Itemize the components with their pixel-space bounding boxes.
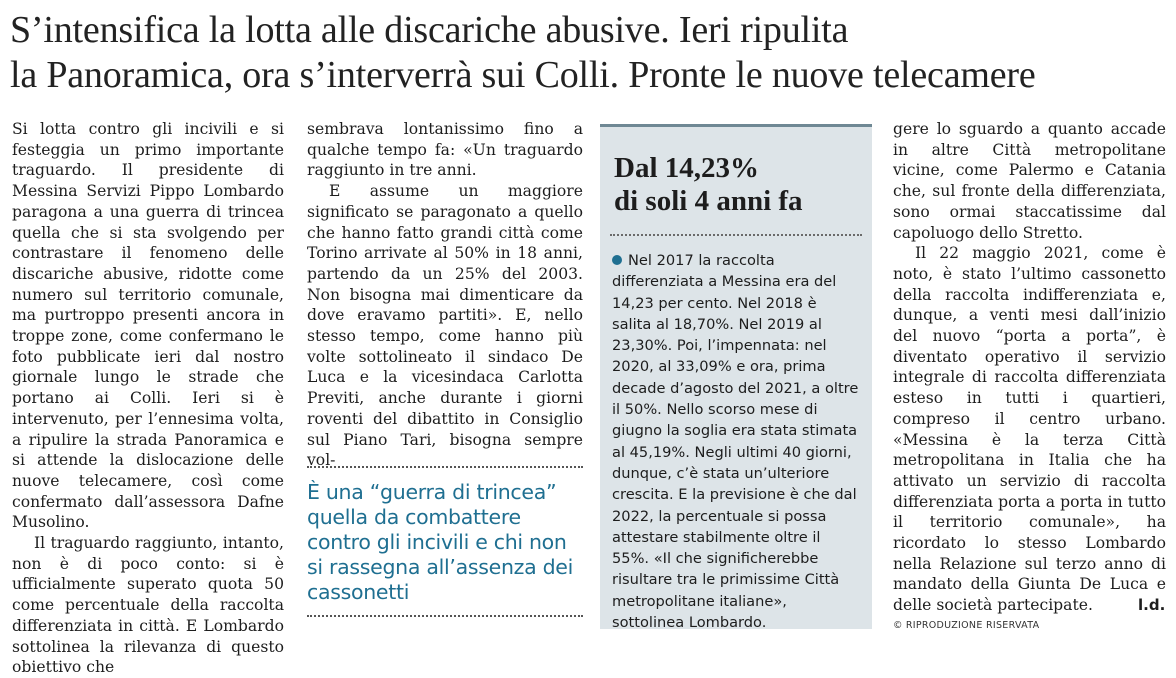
pullquote-top-rule — [307, 466, 583, 468]
sidebar-title-line-1: Dal 14,23% — [614, 152, 759, 184]
col2-paragraph-1: sembrava lontanissimo fino a qualche tempo fa: «Un traguardo raggiunto in tre anni. — [307, 120, 583, 180]
headline — [10, 8, 1170, 98]
author-signature: l.d. — [1138, 596, 1166, 614]
pullquote-bottom-rule — [307, 615, 583, 617]
copyright-icon: © — [893, 620, 903, 631]
sidebar-title-line-2: di soli 4 anni fa — [614, 185, 803, 217]
col2-paragraph-2: E assume un maggiore significato se paragonato a quello che hanno fatto grandi città come Torino arrivate al 50% in 18 anni, partendo da un 25% del 2003. Non bisogna mai dimenticare da dove eravamo partiti». E, nello stesso tempo, come hanno più volte sottolineato il sindaco De Luca e la vicesindaca Carlotta Previti, anche durante i giorni roventi del dibattito in Consiglio sul Piano Tari, bisogna sempre vol- — [307, 182, 583, 470]
copyright-notice — [893, 620, 1039, 631]
article-column-2 — [307, 119, 583, 471]
sidebar-title — [614, 152, 872, 218]
sidebar-body — [612, 250, 860, 633]
pullquote: È una “guerra di trincea” quella da combattere contro gli incivili e chi non si rassegna all’assenza dei cassonetti — [307, 480, 573, 604]
col1-paragraph-2: Il traguardo raggiunto, intanto, non è di poco conto: si è ufficialmente superato quota 50 come percentuale della raccolta differenziata in città. E Lombardo sottolinea la rilevanza di questo obiettivo che — [12, 534, 284, 677]
article-column-4 — [893, 119, 1166, 616]
copyright-text: RIPRODUZIONE RISERVATA — [905, 620, 1040, 631]
col1-paragraph-1: Si lotta contro gli incivili e si festeggia un primo importante traguardo. Il presidente di Messina Servizi Pippo Lombardo paragona a una guerra di trincea quella che si sta svolgendo per contrastare il fenomeno delle discariche abusive, ridotte come numero sul territorio comunale, ma purtroppo presenti ancora in troppe zone, come confermano le foto pubblicate ieri dal nostro giornale lungo le strade che portano ai Colli. Ieri si è intervenuto, per l’ennesima volta, a ripulire la strada Panoramica e si attende la dislocazione delle nuove telecamere, così come confermato dall’assessora Dafne Musolino. — [12, 120, 284, 532]
col4-paragraph-1: gere lo sguardo a quanto accade in altre Città metropolitane vicine, come Palermo e Catania che, sul fronte della differenziata, sono ormai staccatissime dal capoluogo dello Stretto. — [893, 120, 1166, 242]
headline-line-1: S’intensifica la lotta alle discariche abusive. Ieri ripulita — [10, 9, 849, 51]
col4-paragraph-2: Il 22 maggio 2021, come è noto, è stato l’ultimo cassonetto della raccolta indifferenziata e, dunque, a venti mesi dall’inizio del nuovo “porta a porta”, è diventato operativo il servizio integrale di raccolta differenziata esteso in tutti i quartieri, compreso il centro urbano. «Messina è la terza Città metropolitana in Italia che ha attivato un servizio di raccolta differenziata porta a porta in tutto il territorio comunale», ha ricordato lo stesso Lombardo nella Relazione sul terzo anno di mandato della Giunta De Luca e delle società partecipate. — [893, 244, 1166, 615]
article-column-1 — [12, 119, 284, 678]
headline-line-2: la Panoramica, ora s’interverrà sui Colli. Pronte le nuove telecamere — [10, 54, 1036, 96]
bullet-icon — [612, 255, 622, 265]
sidebar-body-text: Nel 2017 la raccolta differenziata a Messina era del 14,23 per cento. Nel 2018 è salita al 18,70%. Nel 2019 al 23,30%. Poi, l’impennata: nel 2020, al 33,09% e ora, prima decade d’agosto del 2021, a oltre il 50%. Nello scorso mese di giugno la soglia era stata stimata al 45,19%. Negli ultimi 40 giorni, dunque, c’è stata un’ulteriore crescita. E la previsione è che dal 2022, la percentuale si possa attestare stabilmente oltre il 55%. «Il che significherebbe risultare tra le primissime Città metropolitane italiane», sottolinea Lombardo. — [612, 252, 859, 632]
sidebar-divider — [610, 234, 862, 236]
pullquote-box — [307, 466, 583, 617]
sidebar-box — [600, 124, 872, 632]
